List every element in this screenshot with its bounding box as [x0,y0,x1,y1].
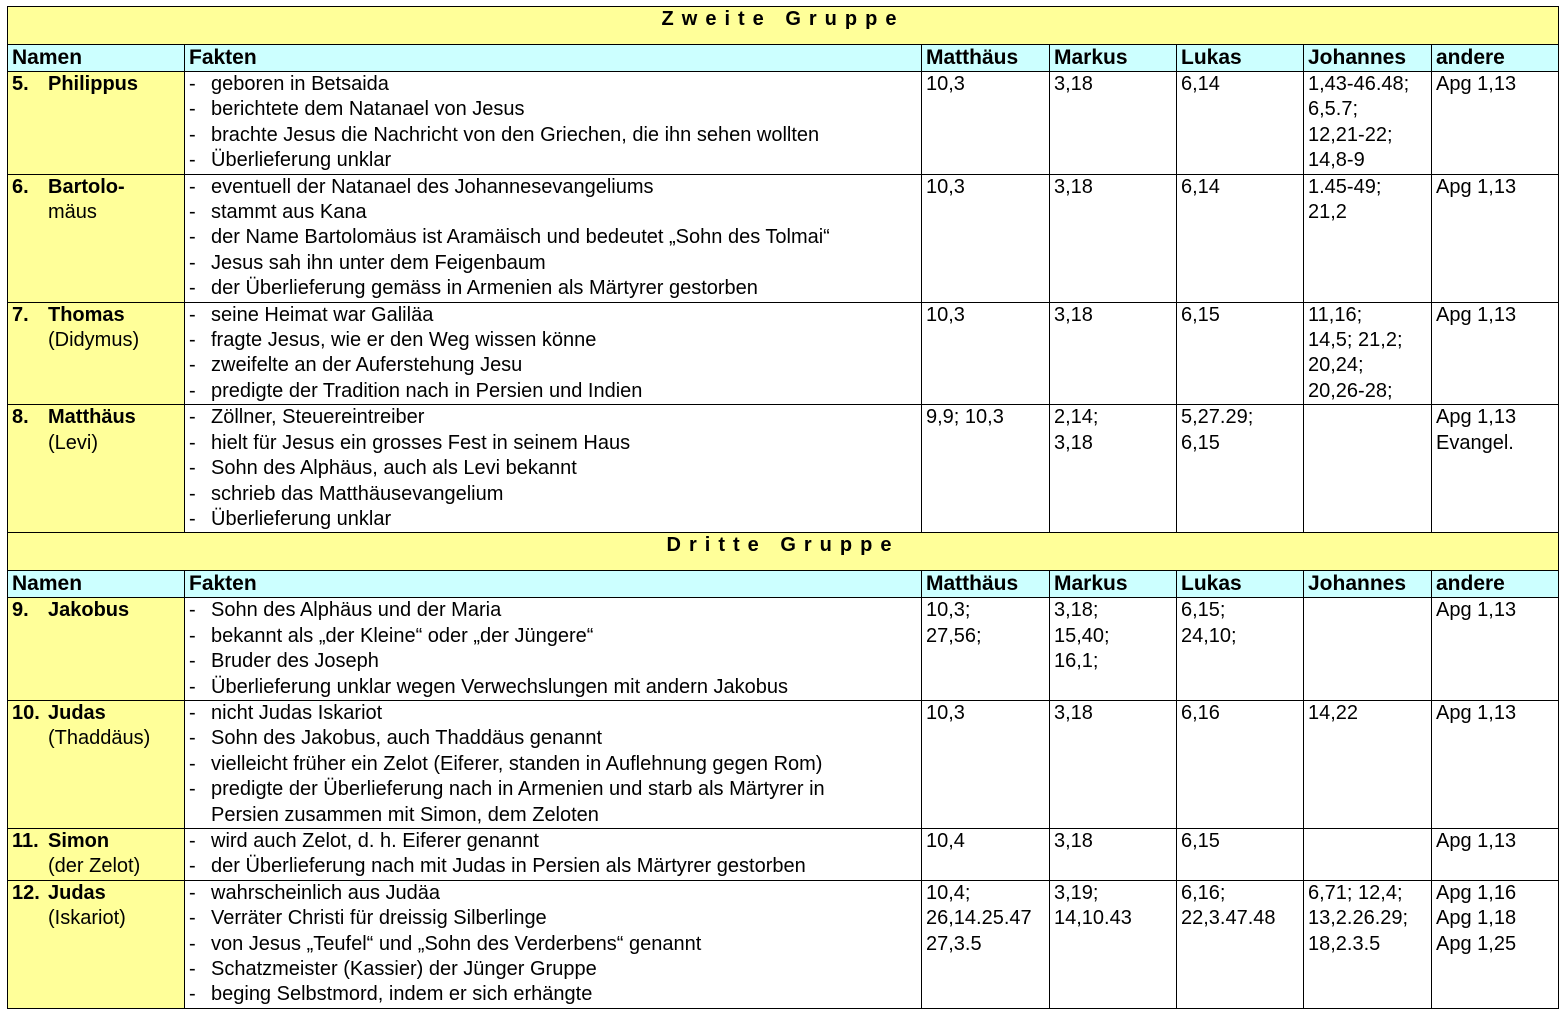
matthaeus-refs [922,828,1050,880]
fact-bullet: - [189,406,196,429]
bible-reference: 6,71; 12,4; [1308,881,1403,904]
matthaeus-refs [922,598,1050,701]
apostle-name: Judas [48,881,106,904]
bible-reference: Apg 1,13 [1436,829,1517,852]
matthaeus-refs [922,174,1050,302]
fact-text: Sohn des Alphäus und der Maria [211,599,502,622]
fact-text: seine Heimat war Galiläa [211,303,434,326]
fact-bullet: - [189,701,196,724]
andere-refs [1432,700,1559,828]
johannes-refs [1304,880,1432,1008]
apostle-name-line [12,702,106,724]
bible-reference: 3,18 [1054,829,1093,852]
fact-bullet: - [189,624,196,647]
fact-item [189,123,917,148]
fact-text: wird auch Zelot, d. h. Eiferer genannt [211,829,539,852]
fact-item [189,829,917,854]
apostle-name-cell [8,880,185,1008]
fact-bullet: - [189,675,196,698]
fact-item [189,881,917,906]
markus-refs [1050,700,1177,828]
apostle-number: 7. [12,303,29,326]
apostle-name: Judas [48,701,106,724]
bible-reference: 3,19; [1054,881,1099,904]
bible-reference: 14,22 [1308,701,1359,724]
fact-item [189,701,917,726]
fact-item [189,624,917,649]
fact-bullet: - [189,599,196,622]
lukas-refs [1177,72,1304,175]
bible-reference: Apg 1,13 [1436,701,1517,724]
bible-reference: 6,14 [1181,73,1220,95]
bible-reference: 6,16; [1181,881,1226,904]
bible-reference: 10,4; [926,881,971,904]
andere-refs [1432,880,1559,1008]
bible-reference: 6,16 [1181,701,1220,724]
group-title-row [8,533,1559,571]
bible-reference: 3,18 [1054,303,1093,326]
johannes-refs [1304,405,1432,533]
apostle-name-cell [8,700,185,828]
fact-bullet: - [189,201,196,224]
bible-reference: 1,43-46.48; [1308,73,1410,95]
bible-reference: 6,15 [1181,431,1220,454]
fact-text: Zöllner, Steuereintreiber [211,406,425,429]
col-header-markus: Markus [1050,571,1177,598]
apostle-number: 12. [12,881,40,904]
apostle-name-line [12,830,109,852]
fact-item [189,982,917,1007]
fact-text: bekannt als „der Kleine“ oder „der Jüngere“ [211,624,594,647]
johannes-refs [1304,302,1432,405]
bible-reference: Apg 1,13 [1436,73,1517,95]
johannes-refs [1304,72,1432,175]
table-body [8,7,1559,1009]
fact-item [189,932,917,957]
apostle-number: 9. [12,599,29,622]
apostle-name-cell [8,302,185,405]
fact-bullet: - [189,379,196,402]
bible-reference: 14,5; 21,2; [1308,329,1403,352]
andere-refs [1432,72,1559,175]
apostle-row [8,828,1559,880]
bible-reference: 6,14 [1181,175,1220,198]
group-title: Zweite Gruppe [8,7,1559,45]
bible-reference: 10,3 [926,175,965,198]
fact-item [189,353,917,378]
bible-reference: 27,56; [926,624,982,647]
fact-text: zweifelte an der Auferstehung Jesu [211,354,523,377]
group-title: Dritte Gruppe [8,533,1559,571]
apostle-number: 6. [12,175,29,198]
bible-reference: Apg 1,13 [1436,175,1517,198]
fact-text: predigte der Tradition nach in Persien und Indien [211,379,643,402]
bible-reference: 3,18; [1054,599,1099,622]
bible-reference: Apg 1,13 [1436,303,1517,326]
fact-bullet: - [189,932,196,955]
fact-bullet: - [189,431,196,454]
apostle-name-line [12,406,136,428]
fact-text: berichtete dem Natanael von Jesus [211,98,525,121]
col-header-namen: Namen [8,571,185,598]
fact-item [189,97,917,122]
fact-bullet: - [189,98,196,121]
andere-refs [1432,405,1559,533]
bible-reference: 10,3 [926,73,965,95]
col-header-andere: andere [1432,571,1559,598]
fact-item [189,328,917,353]
fact-item [189,675,917,700]
col-header-fakten: Fakten [185,571,922,598]
facts-cell [185,598,922,701]
bible-reference: 6,15; [1181,599,1226,622]
bible-reference: 10,3 [926,701,965,724]
fact-item [189,649,917,674]
fact-item [189,726,917,751]
andere-refs [1432,302,1559,405]
fact-bullet: - [189,457,196,480]
fact-text: wahrscheinlich aus Judäa [211,881,441,904]
apostle-number: 8. [12,406,29,429]
markus-refs [1050,598,1177,701]
bible-reference: 12,21-22; [1308,123,1393,146]
facts-cell [185,174,922,302]
bible-reference: 20,26-28; [1308,379,1393,402]
johannes-refs [1304,828,1432,880]
bible-reference: Evangel. [1436,431,1514,454]
fact-text: Sohn des Jakobus, auch Thaddäus genannt [211,727,603,750]
fact-text: hielt für Jesus ein grosses Fest in seinem Haus [211,431,631,454]
bible-reference: 15,40; [1054,624,1110,647]
bible-reference: 26,14.25.47 [926,907,1032,930]
andere-refs [1432,598,1559,701]
apostle-number: 10. [12,701,40,724]
bible-reference: 3,18 [1054,701,1093,724]
lukas-refs [1177,828,1304,880]
lukas-refs [1177,880,1304,1008]
johannes-refs [1304,598,1432,701]
fact-text: schrieb das Matthäusevangelium [211,482,504,505]
apostle-row [8,72,1559,175]
matthaeus-refs [922,72,1050,175]
fact-text: eventuell der Natanael des Johannesevangeliums [211,175,654,198]
bible-reference: 10,3 [926,303,965,326]
fact-bullet: - [189,650,196,673]
apostle-name-cell [8,828,185,880]
lukas-refs [1177,302,1304,405]
fact-item [189,507,917,532]
group-title-row [8,7,1559,45]
apostle-name: Simon [48,829,110,852]
bible-reference: Apg 1,13 [1436,599,1517,622]
facts-cell [185,405,922,533]
fact-bullet: - [189,881,196,904]
bible-reference: 11,16; [1308,303,1363,326]
apostle-alias: (der Zelot) [48,855,141,878]
col-header-andere: andere [1432,45,1559,72]
fact-bullet: - [189,277,196,300]
apostle-name-cell [8,174,185,302]
apostle-name: Thomas [48,303,125,326]
apostle-row [8,598,1559,701]
fact-text: nicht Judas Iskariot [211,701,383,724]
fact-bullet: - [189,752,196,775]
fact-bullet: - [189,855,196,878]
fact-text: Überlieferung unklar [211,149,392,172]
fact-item [189,379,917,404]
matthaeus-refs [922,302,1050,405]
fact-bullet: - [189,251,196,274]
bible-reference: 16,1; [1054,650,1099,673]
markus-refs [1050,405,1177,533]
fact-text: vielleicht früher ein Zelot (Eiferer, standen in Auflehnung gegen Rom) [211,752,823,775]
fact-bullet: - [189,175,196,198]
bible-reference: 13,2.26.29; [1308,907,1409,930]
markus-refs [1050,302,1177,405]
apostle-row [8,174,1559,302]
fact-text: von Jesus „Teufel“ und „Sohn des Verderbens“ genannt [211,932,702,955]
column-header-row [8,45,1559,72]
bible-reference: 3,18 [1054,73,1093,95]
fact-bullet: - [189,958,196,980]
apostle-name: Philippus [48,73,138,95]
fact-continuation: Persien zusammen mit Simon, dem Zeloten [211,803,599,826]
matthaeus-refs [922,700,1050,828]
fact-bullet: - [189,149,196,172]
bible-reference: 2,14; [1054,406,1099,429]
col-header-fakten: Fakten [185,45,922,72]
col-header-matthaeus: Matthäus [922,571,1050,598]
fact-item [189,777,917,802]
bible-reference: 20,24; [1308,354,1364,377]
lukas-refs [1177,174,1304,302]
bible-reference: 18,2.3.5 [1308,932,1381,955]
apostle-alias: (Levi) [48,431,99,454]
bible-reference: 14,10.43 [1054,907,1132,930]
bible-reference: 10,3; [926,599,971,622]
fact-item [189,431,917,456]
column-header-row [8,571,1559,598]
fact-item [189,957,917,982]
bible-reference: 6,5.7; [1308,98,1359,121]
apostle-number: 5. [12,73,29,95]
fact-bullet: - [189,329,196,352]
fact-text: Sohn des Alphäus, auch als Levi bekannt [211,457,577,480]
apostle-alias: (Iskariot) [48,907,126,930]
apostle-name-line [12,599,129,621]
bible-reference: Apg 1,18 [1436,907,1517,930]
fact-item [189,456,917,481]
apostle-name-cell [8,72,185,175]
apostle-name-continued: mäus [48,201,97,224]
fact-text: der Überlieferung nach mit Judas in Persien als Märtyrer gestorben [211,855,806,878]
fact-text: Jesus sah ihn unter dem Feigenbaum [211,251,546,274]
facts-cell [185,828,922,880]
matthaeus-refs [922,405,1050,533]
fact-item [189,906,917,931]
fact-item [189,175,917,200]
fact-bullet: - [189,507,196,530]
facts-cell [185,72,922,175]
col-header-lukas: Lukas [1177,45,1304,72]
fact-text: beging Selbstmord, indem er sich erhängte [211,983,593,1006]
markus-refs [1050,880,1177,1008]
bible-reference: 9,9; 10,3 [926,406,1004,429]
matthaeus-refs [922,880,1050,1008]
fact-bullet: - [189,303,196,326]
fact-bullet: - [189,778,196,801]
col-header-johannes: Johannes [1304,45,1432,72]
lukas-refs [1177,405,1304,533]
apostle-name-line [12,882,106,904]
col-header-namen: Namen [8,45,185,72]
fact-text: geboren in Betsaida [211,73,389,95]
apostle-row [8,880,1559,1008]
bible-reference: 24,10; [1181,624,1237,647]
bible-reference: Apg 1,13 [1436,406,1517,429]
fact-bullet: - [189,482,196,505]
fact-text: stammt aus Kana [211,201,367,224]
fact-item [189,72,917,97]
fact-text: Verräter Christi für dreissig Silberlinge [211,907,547,930]
apostles-table [7,6,1559,1009]
markus-refs [1050,174,1177,302]
fact-text: brachte Jesus die Nachricht von den Griechen, die ihn sehen wollten [211,123,820,146]
apostle-row [8,405,1559,533]
apostle-name: Matthäus [48,406,136,429]
col-header-johannes: Johannes [1304,571,1432,598]
markus-refs [1050,72,1177,175]
fact-bullet: - [189,226,196,249]
bible-reference: 1.45-49; [1308,175,1382,198]
andere-refs [1432,828,1559,880]
facts-cell [185,700,922,828]
bible-reference: 14,8-9 [1308,149,1365,172]
fact-text: Schatzmeister (Kassier) der Jünger Gruppe [211,958,597,980]
bible-reference: 6,15 [1181,303,1220,326]
fact-text: Überlieferung unklar wegen Verwechslungen mit andern Jakobus [211,675,789,698]
apostle-name-line [12,304,125,326]
bible-reference: Apg 1,16 [1436,881,1517,904]
fact-item [189,200,917,225]
fact-bullet: - [189,907,196,930]
fact-item [189,752,917,777]
markus-refs [1050,828,1177,880]
facts-cell [185,302,922,405]
apostle-name-cell [8,405,185,533]
johannes-refs [1304,700,1432,828]
fact-bullet: - [189,354,196,377]
bible-reference: 5,27.29; [1181,406,1254,429]
fact-item [189,854,917,879]
fact-bullet: - [189,983,196,1006]
fact-item [189,251,917,276]
fact-text: fragte Jesus, wie er den Weg wissen könne [211,329,597,352]
bible-reference: Apg 1,25 [1436,932,1517,955]
apostle-alias: (Didymus) [48,329,140,352]
fact-bullet: - [189,123,196,146]
fact-item [189,598,917,623]
apostle-alias: (Thaddäus) [48,727,151,750]
apostle-number: 11. [12,829,39,852]
apostle-name-line [12,73,138,95]
bible-reference: 3,18 [1054,431,1093,454]
fact-item [189,225,917,250]
andere-refs [1432,174,1559,302]
facts-cell [185,880,922,1008]
fact-bullet: - [189,727,196,750]
col-header-markus: Markus [1050,45,1177,72]
fact-text: der Überlieferung gemäss in Armenien als Märtyrer gestorben [211,277,758,300]
bible-reference: 22,3.47.48 [1181,907,1276,930]
apostle-name: Jakobus [48,599,130,622]
fact-text: der Name Bartolomäus ist Aramäisch und bedeutet „Sohn des Tolmai“ [211,226,830,249]
bible-reference: 27,3.5 [926,932,982,955]
apostle-name-line [12,176,125,198]
fact-bullet: - [189,73,196,95]
col-header-lukas: Lukas [1177,571,1304,598]
johannes-refs [1304,174,1432,302]
bible-reference: 21,2 [1308,201,1347,224]
bible-reference: 6,15 [1181,829,1220,852]
apostle-row [8,700,1559,828]
fact-text: predigte der Überlieferung nach in Armenien und starb als Märtyrer in [211,778,825,801]
fact-item [189,303,917,328]
fact-item [189,405,917,430]
fact-item [189,482,917,507]
bible-reference: 10,4 [926,829,965,852]
lukas-refs [1177,598,1304,701]
apostle-row [8,302,1559,405]
fact-bullet: - [189,829,196,852]
fact-item [189,276,917,301]
col-header-matthaeus: Matthäus [922,45,1050,72]
fact-text: Überlieferung unklar [211,507,392,530]
apostle-name: Bartolo- [48,175,125,198]
apostle-name-cell [8,598,185,701]
bible-reference: 3,18 [1054,175,1093,198]
fact-text: Bruder des Joseph [211,650,379,673]
fact-item [189,148,917,173]
lukas-refs [1177,700,1304,828]
